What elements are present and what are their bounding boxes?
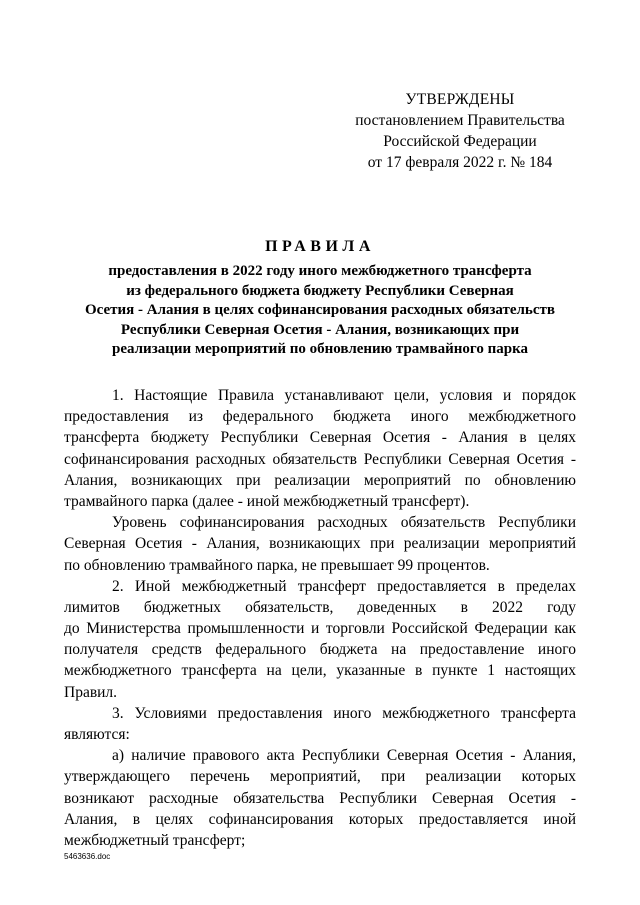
file-name-footer: 5463636.doc (64, 852, 111, 861)
body-line: Уровень софинансирования расходных обязательств Республики (112, 514, 576, 532)
body-line: Алания, в целях софинансирования которых предоставляется иной (64, 810, 576, 828)
subtitle-line: Республики Северная Осетия - Алания, возникающих при (120, 321, 520, 338)
body-line: Северная Осетия - Алания, возникающих при реализации мероприятий (64, 535, 576, 553)
body-line: по обновлению трамвайного парка, не превышает 99 процентов. (64, 556, 490, 574)
body-line: 2. Иной межбюджетный трансферт предоставляется в пределах (112, 577, 576, 595)
body-line: до Министерства промышленности и торговли Российской Федерации как (64, 620, 576, 638)
body-line: предоставления из федерального бюджета иного межбюджетного (64, 408, 576, 426)
subtitle-line: из федерального бюджета бюджету Республики Северная (126, 282, 514, 299)
body-line: трамвайного парка (далее - иной межбюджетный трансферт). (64, 492, 470, 510)
body-line: Правил. (64, 683, 118, 701)
body-line: получателя средств федерального бюджета на предоставление иного (64, 641, 576, 659)
body-line: 3. Условиями предоставления иного межбюджетного трансферта (112, 704, 576, 722)
approval-date-line: от 17 февраля 2022 г. № 184 (367, 154, 553, 171)
approval-government-line: Российской Федерации (383, 133, 537, 150)
body-line: утверждающего перечень мероприятий, при реализации которых (64, 768, 576, 786)
body-line: являются: (64, 726, 130, 743)
body-line: лимитов бюджетных обязательств, доведенных в 2022 году (64, 598, 576, 616)
subtitle-line: Осетия - Алания в целях софинансирования расходных обязательств (85, 302, 555, 318)
body-line: софинансирования расходных обязательств Республики Северная Осетия - (64, 450, 576, 468)
approval-decree-line: постановлением Правительства (355, 112, 565, 129)
body-line: Алания, возникающих при реализации мероприятий по обновлению (64, 471, 576, 489)
document-title: ПРАВИЛА (265, 238, 375, 255)
subtitle-line: предоставления в 2022 году иного межбюджетного трансферта (108, 263, 532, 279)
body-line: 1. Настоящие Правила устанавливают цели, условия и порядок (112, 387, 576, 404)
body-line: межбюджетного трансферта на цели, указанные в пункте 1 настоящих (64, 662, 576, 680)
body-line: возникают расходные обязательства Республики Северная Осетия - (64, 789, 576, 807)
body-line: межбюджетный трансферт; (64, 831, 246, 849)
approval-heading: УТВЕРЖДЕНЫ (405, 91, 515, 108)
document-subtitle (70, 262, 570, 360)
body-line: а) наличие правового акта Республики Северная Осетия - Алания, (112, 747, 576, 765)
body-line: трансферта бюджету Республики Северная Осетия - Алания в целях (64, 429, 576, 447)
document-body (64, 385, 576, 851)
approval-block (340, 89, 580, 173)
subtitle-line: реализации мероприятий по обновлению трамвайного парка (112, 341, 528, 357)
